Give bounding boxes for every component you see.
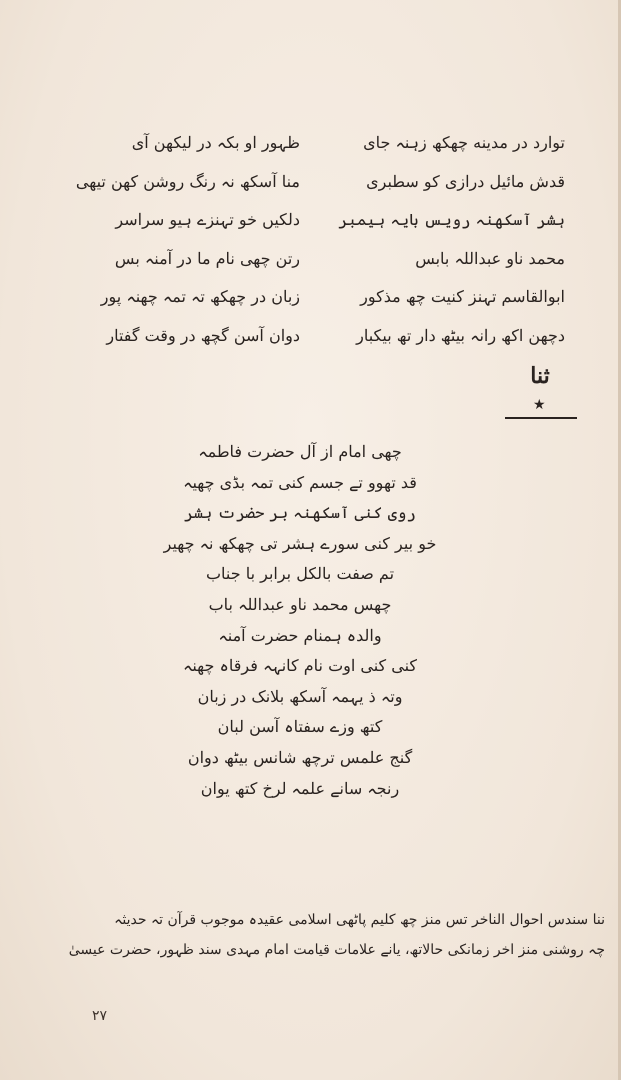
poem-line: کنی کنی اوت نام کانہہ فرقاہ چھنہ (182, 656, 418, 676)
hemistich: ظہور او بکہ در لیکھن آی (131, 133, 300, 152)
prose-line: چہ روشنی منز اخر زمانکی حالاتھ، یانے علامات قیامت امام مہدی سند ظہور، حضرت عیسیٰ (68, 942, 605, 958)
poem-line: قد تھوو تے جسم کنی تمہ بڈی چھیہ (183, 472, 417, 492)
couplet-left-column (75, 128, 300, 359)
hemistich: ہشر آسکھنہ رویس بایہ ہیمبر (338, 210, 565, 229)
couplet-right-column (325, 128, 565, 359)
heading-underline (505, 417, 577, 419)
poem-line: کتھ وزے سفتاہ آسن لبان (217, 717, 383, 737)
poem-line: چھس محمد ناو عبداللہ باب (208, 594, 392, 614)
hemistich: دلکیں خو تہنزے ہیو سراسر (115, 210, 300, 229)
poem-line: چھی امام از آل حضرت فاطمہ (198, 442, 402, 461)
hemistich: دچھن اکھ رانہ بیٹھ دار تھ بیکبار (356, 325, 565, 345)
heading-title: ثنا (530, 363, 550, 389)
poem-block (150, 438, 450, 805)
poem-line: روی کنی آسکھنہ بر حضرت ہشر (184, 503, 416, 523)
poem-line: وتہ ذ یہمہ آسکھ بلانک در زبان (197, 686, 403, 706)
hemistich: منا آسکھ نہ رنگ روشن کھن تیھی (75, 171, 300, 191)
prose-line: ننا سندس احوال الناخر تس منز چھ کلیم پاٹھی اسلامی عقیدہ موجوب قرآن تہ حدیثہ (114, 912, 605, 928)
poem-line: والدہ ہمنام حضرت آمنہ (218, 625, 382, 645)
prose-paragraph (35, 906, 605, 966)
hemistich: دوان آسن گچھ در وقت گفتار (106, 325, 300, 345)
hemistich: زبان در چھکھ تہ تمہ چھنہ پور (100, 287, 300, 306)
hemistich: محمد ناو عبداللہ بابس (415, 248, 565, 268)
poem-line: خو بیر کنی سورے ہشر تی چھکھ نہ چھیر (163, 533, 437, 553)
page-number: ٢٧ (92, 1008, 108, 1024)
poem-line: گنج علمس ترچھ شانس بیٹھ دوان (187, 747, 413, 767)
hemistich: رتن چھی نام ما در آمنہ بس (114, 248, 300, 268)
couplet-block (75, 128, 565, 358)
section-heading (505, 362, 575, 413)
poem-line: تم صفت بالکل برابر با جناب (205, 564, 395, 584)
hemistich: قدش مائیل درازی کو سطبری (366, 171, 565, 191)
hemistich: ابوالقاسم تہنز کنیت چھ مذکور (360, 287, 565, 306)
star-icon: ★ (533, 397, 546, 413)
poem-line: رنجہ سانے علمہ لرخ کتھ یوان (200, 778, 400, 798)
hemistich: توارد در مدینه چھکھ زہنہ جای (363, 133, 565, 152)
